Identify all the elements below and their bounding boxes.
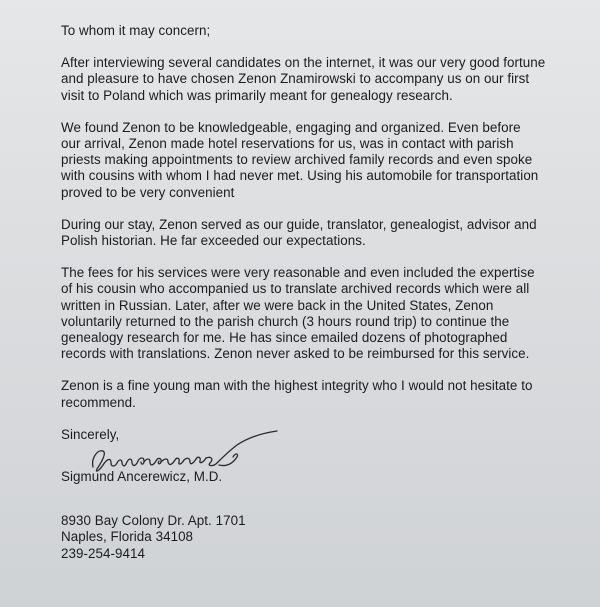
paragraph-line: proved to be very convenient [61,184,235,200]
paragraph-4 [61,265,580,362]
paragraph-line: Polish historian. He far exceeded our expectations. [61,233,366,249]
paragraph-3 [61,217,580,249]
signer-address [61,513,580,562]
paragraph-line: recommend. [61,394,136,410]
paragraph-line: of his cousin who accompanied us to translate archived records which were all [61,281,530,297]
address-line: 8930 Bay Colony Dr. Apt. 1701 [61,513,246,529]
paragraph-line: records with translations. Zenon never asked to be reimbursed for this service. [61,346,530,362]
paragraph-5 [61,378,580,410]
paragraph-line: visit to Poland which was primarily meant for genealogy research. [61,87,453,103]
paragraph-1 [61,55,580,104]
paragraph-line: Zenon is a fine young man with the highest integrity who I would not hesitate to [61,378,533,394]
handwritten-signature-icon [87,427,297,477]
signature [61,441,580,469]
paragraph-2 [61,120,580,201]
paragraph-line: our arrival, Zenon made hotel reservations for us, was in contact with parish [61,136,514,152]
address-line: Naples, Florida 34108 [61,529,194,545]
paragraph-line: genealogy research for me. He has since emailed dozens of photographed [61,330,508,346]
paragraph-line: We found Zenon to be knowledgeable, engaging and organized. Even before [61,119,521,135]
paragraph-line: with cousins with whom I had never met. Using his automobile for transportation [61,168,539,184]
paragraph-line: and pleasure to have chosen Zenon Znamirowski to accompany us on our first [61,71,530,87]
letter-greeting: To whom it may concern; [61,23,211,38]
signer-name: Sigmund Ancerewicz, M.D. [61,469,223,485]
paragraph-line: priests making appointments to review archived family records and even spoke [61,152,533,168]
paragraph-line: voluntarily returned to the parish church (3 hours round trip) to continue the [61,313,510,329]
letter-closing: Sincerely, [61,426,120,442]
paragraph-line: written in Russian. Later, after we were back in the United States, Zenon [61,297,494,313]
phone-number: 239-254-9414 [61,545,145,561]
paragraph-line: After interviewing several candidates on the internet, it was our very good fortune [61,55,546,71]
paragraph-line: During our stay, Zenon served as our guide, translator, genealogist, advisor and [61,216,537,232]
paragraph-line: The fees for his services were very reasonable and even included the expertise [61,265,535,281]
